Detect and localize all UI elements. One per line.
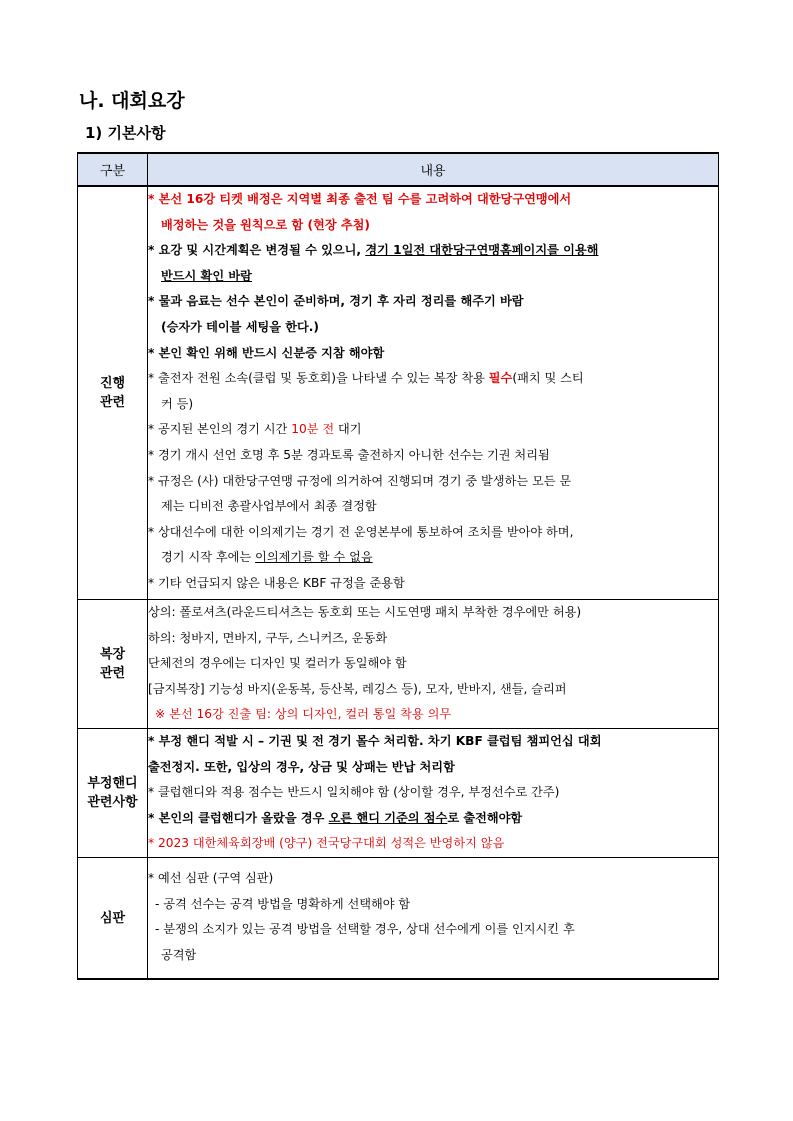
basic-info-table bbox=[77, 152, 719, 980]
table-row bbox=[78, 729, 719, 858]
rule-line: - 분쟁의 소지가 있는 공격 방법을 선택할 경우, 상대 선수에게 이를 인지시킨 후 bbox=[155, 922, 575, 937]
category-handicap: 부정핸디 관련사항 bbox=[78, 729, 148, 858]
rule-line: * 물과 음료는 선수 본인이 준비하며, 경기 후 자리 정리를 해주기 바람 bbox=[148, 294, 524, 309]
table-row bbox=[78, 600, 719, 729]
rule-line: (승자가 테이블 세팅을 한다.) bbox=[161, 319, 320, 334]
category-dress: 복장 관련 bbox=[78, 600, 148, 729]
rule-line: * 본선 16강 티켓 배정은 지역별 최종 출전 팀 수를 고려하여 대한당구연맹에서 bbox=[148, 192, 572, 206]
rule-line: 경기 시작 후에는 이의제기를 할 수 없음 bbox=[161, 550, 373, 565]
category-progress: 진행 관련 bbox=[78, 186, 148, 600]
table-row bbox=[78, 858, 719, 980]
rule-line: [금지복장] 기능성 바지(운동복, 등산복, 레깅스 등), 모자, 반바지, 샌들, 슬리퍼 bbox=[148, 681, 567, 696]
rule-line: - 공격 선수는 공격 방법을 명확하게 선택해야 함 bbox=[155, 896, 411, 911]
subsection-heading: 1) 기본사항 bbox=[85, 124, 166, 142]
category-referee: 심판 bbox=[78, 858, 148, 980]
section-heading: 나. 대회요강 bbox=[79, 90, 185, 112]
rule-line: 배정하는 것을 원칙으로 함 (현장 추첨) bbox=[161, 217, 370, 232]
table-row bbox=[78, 186, 719, 600]
rule-line: 공격함 bbox=[161, 947, 197, 962]
rule-line: * 공지된 본인의 경기 시간 10분 전 대기 bbox=[148, 422, 362, 437]
rule-line: * 본인의 클럽핸디가 올랐을 경우 오른 핸디 기준의 점수로 출전해야함 bbox=[148, 810, 523, 825]
rule-line: ※ 본선 16강 진출 팀: 상의 디자인, 컬러 통일 착용 의무 bbox=[155, 707, 452, 722]
rule-line: 단체전의 경우에는 디자인 및 컬러가 동일해야 함 bbox=[148, 656, 407, 671]
rule-line: 커 등) bbox=[161, 396, 194, 411]
rule-line: 반드시 확인 바람 bbox=[161, 268, 252, 283]
rule-line: * 상대선수에 대한 이의제기는 경기 전 운영본부에 통보하여 조치를 받아야 하며, bbox=[148, 524, 574, 539]
rule-line: 제는 디비전 총괄사업부에서 최종 결정함 bbox=[161, 499, 377, 514]
content-handicap bbox=[148, 729, 719, 858]
content-progress bbox=[148, 186, 719, 600]
rule-line: 하의: 청바지, 면바지, 구두, 스니커즈, 운동화 bbox=[148, 630, 388, 645]
rule-line: 상의: 폴로셔츠(라운드티셔츠는 동호회 또는 시도연맹 패치 부착한 경우에만 허용) bbox=[148, 605, 582, 619]
header-category: 구분 bbox=[78, 153, 148, 186]
content-dress bbox=[148, 600, 719, 729]
rule-line: * 본인 확인 위해 반드시 신분증 지참 해야함 bbox=[148, 345, 385, 360]
rule-line: * 기타 언급되지 않은 내용은 KBF 규정을 준용함 bbox=[148, 575, 405, 590]
header-content: 내용 bbox=[148, 153, 719, 186]
rule-line: * 예선 심판 (구역 심판) bbox=[148, 871, 274, 885]
rule-line: * 2023 대한체육회장배 (양구) 전국당구대회 성적은 반영하지 않음 bbox=[148, 836, 505, 851]
rule-line: * 클럽핸디와 적용 점수는 반드시 일치해야 함 (상이할 경우, 부정선수로 간주) bbox=[148, 785, 560, 800]
rule-line: * 경기 개시 선언 호명 후 5분 경과토록 출전하지 아니한 선수는 기권 처리됨 bbox=[148, 447, 550, 462]
content-referee bbox=[148, 858, 719, 980]
rule-line: * 규정은 (사) 대한당구연맹 규정에 의거하여 진행되며 경기 중 발생하는 모든 문 bbox=[148, 473, 572, 488]
rule-line: * 출전자 전원 소속(클럽 및 동호회)을 나타낼 수 있는 복장 착용 필수(패치 및 스티 bbox=[148, 371, 584, 386]
table-header-row bbox=[78, 153, 719, 186]
rule-line: * 요강 및 시간계획은 변경될 수 있으니, 경기 1일전 대한당구연맹홈페이지를 이용해 bbox=[148, 243, 599, 258]
rule-line: 출전정지. 또한, 입상의 경우, 상금 및 상패는 반납 처리함 bbox=[148, 759, 455, 774]
rule-line: * 부정 핸디 적발 시 – 기권 및 전 경기 몰수 처리함. 차기 KBF 클럽팀 챔피언십 대회 bbox=[148, 734, 602, 748]
